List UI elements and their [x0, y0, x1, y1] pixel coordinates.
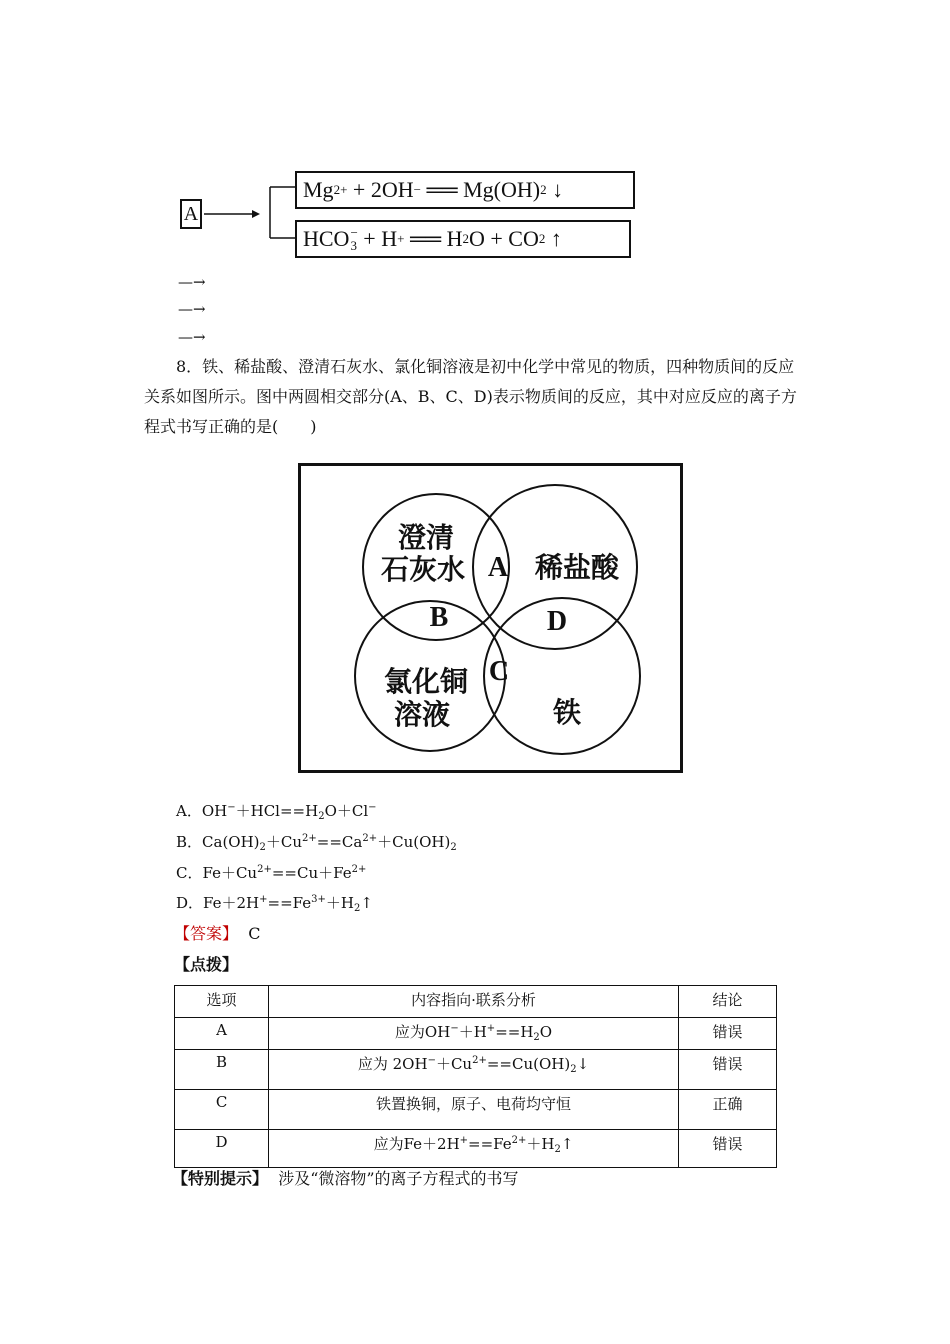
- answer-line: [174, 924, 260, 944]
- branch-arrow: [200, 180, 300, 250]
- question-text: 8．铁、稀盐酸、澄清石灰水、氯化铜溶液是初中化学中常见的物质，四种物质间的反应关系如图所示。图中两圆相交部分(A、B、C、D)表示物质间的反应，其中对应反应的离子方程式书写正确的是( ): [144, 357, 797, 436]
- label-acid: 稀盐酸: [534, 551, 620, 584]
- cell-analysis: 应为$Fe+2H^+==Fe^{2+}+H_2↑$: [269, 1130, 679, 1168]
- label-limewater-1: 澄清: [397, 521, 455, 554]
- cell-analysis: 应为$OH^-+H^+==H_2O$: [269, 1018, 679, 1050]
- arrow-line-2: —→: [178, 300, 206, 318]
- equation-box-mg: Mg 2+ + 2OH − ══ Mg(OH) 2 ↓: [295, 171, 635, 209]
- cell-conclusion: 错误: [678, 1050, 776, 1090]
- cell-analysis: 铁置换铜，原子、电荷均守恒: [269, 1090, 679, 1130]
- header-analysis: 内容指向·联系分析: [269, 986, 679, 1018]
- cell-conclusion: 正确: [678, 1090, 776, 1130]
- region-a: A: [487, 552, 509, 583]
- special-tip: [172, 1169, 519, 1189]
- cell-conclusion: 错误: [678, 1018, 776, 1050]
- table-header-row: [175, 986, 777, 1018]
- table-row: [175, 1130, 777, 1168]
- option-d: D．$Fe+2H^+==Fe^{3+}+H_2↑$: [176, 894, 373, 914]
- option-c: C．$Fe+Cu^{2+}==Cu+Fe^{2+}$: [176, 864, 367, 882]
- label-limewater-2: 石灰水: [380, 553, 466, 586]
- cell-option: D: [175, 1130, 269, 1168]
- equation-box-hco3: HCO − 3 + H + ══ H 2 O + CO 2 ↑: [295, 220, 631, 258]
- special-tip-label: 【特别提示】: [172, 1169, 269, 1188]
- table-row: [175, 1050, 777, 1090]
- arrow-line-1: —→: [178, 273, 206, 291]
- region-d: D: [546, 606, 568, 637]
- answer-label: 【答案】: [174, 924, 239, 943]
- venn-diagram: [298, 463, 684, 774]
- answer-value: C: [248, 924, 261, 943]
- table-row: [175, 1018, 777, 1050]
- option-a: A．$OH^-+HCl==H_2O+Cl^-$: [176, 802, 377, 822]
- region-c: C: [488, 656, 510, 687]
- reactant-box-a: A: [180, 199, 202, 229]
- cell-option: A: [175, 1018, 269, 1050]
- hint-label: 【点拨】: [174, 955, 239, 974]
- special-tip-text: 涉及“微溶物”的离子方程式的书写: [278, 1169, 519, 1188]
- cell-conclusion: 错误: [678, 1130, 776, 1168]
- label-cucl2-1: 氯化铜: [383, 665, 469, 698]
- option-b: B．$Ca(OH)_2+Cu^{2+}==Ca^{2+}+Cu(OH)_2$: [176, 833, 457, 853]
- region-b: B: [429, 602, 449, 633]
- arrow-line-3: —→: [178, 328, 206, 346]
- analysis-table: [174, 985, 777, 1168]
- header-option: 选项: [175, 986, 269, 1018]
- label-iron: 铁: [552, 696, 582, 729]
- cell-option: B: [175, 1050, 269, 1090]
- label-cucl2-2: 溶液: [393, 698, 451, 731]
- header-conclusion: 结论: [678, 986, 776, 1018]
- cell-analysis: 应为 $2OH^-+Cu^{2+}==Cu(OH)_2↓$: [269, 1050, 679, 1090]
- cell-option: C: [175, 1090, 269, 1130]
- table-row: [175, 1090, 777, 1130]
